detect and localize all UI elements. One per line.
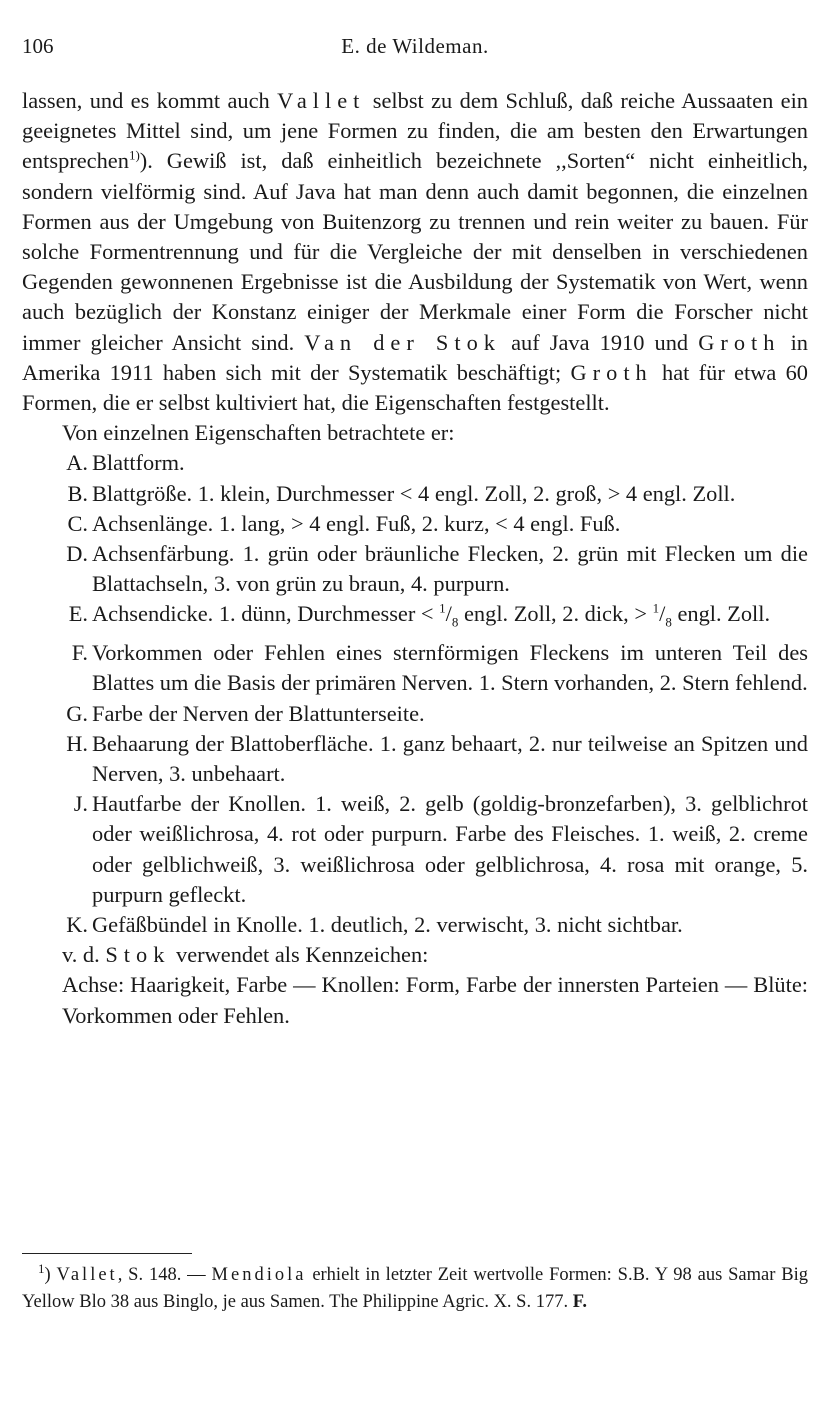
author-name: Groth (698, 329, 781, 355)
footnote-divider (22, 1253, 192, 1254)
stok-intro: v. d. Stok verwendet als Kennzeichen: (62, 942, 429, 968)
list-item: A. Blattform. (66, 450, 185, 476)
main-text (22, 86, 808, 1031)
list-item: J. Hautfarbe der Knollen. 1. weiß, 2. gelb (goldig-bronzefarben), 3. gelblichrot oder weißlichrosa, 4. rot oder purpurn. Farbe des Fleisches. 1. weiß, 2. creme oder gelblichweiß, 3. weißlichrosa oder gelblichrosa, 4. rosa mit orange, 5. purpurn gefleckt. (73, 791, 808, 907)
author-name: Vallet (277, 88, 366, 113)
page-number: 106 (22, 34, 54, 58)
author-initial: F. (572, 1291, 587, 1312)
running-title: E. de Wildeman. (341, 34, 489, 58)
list-item: F. Vorkommen oder Fehlen eines sternförmigen Fleckens im unteren Teil des Blattes um die Basis der primären Nerven. 1. Stern vorhanden, 2. Stern fehlend. (71, 640, 808, 696)
list-item: D. Achsenfärbung. 1. grün oder bräunliche Flecken, 2. grün mit Flecken um die Blattachseln, 3. von grün zu braun, 4. purpurn. (66, 541, 808, 597)
list-intro: Von einzelnen Eigenschaften betrachtete er: (62, 420, 455, 446)
footnote: $^1$) Vallet, S. 148. — Mendiola erhielt in letzter Zeit wertvolle Formen: S.B. Y 98 aus Samar Big Yellow Blo 38 aus Binglo, je aus Samen. The Philippine Agric. X. S. 177. F. (22, 1260, 808, 1312)
list-item: E. Achsendicke. 1. dünn, Durchmesser < $^1/_8$ engl. Zoll, 2. dick, > $^1/_8$ engl. Zoll. (68, 600, 771, 630)
author-name: Mendiola (211, 1265, 307, 1285)
list-item: K. Gefäßbündel in Knolle. 1. deutlich, 2. verwischt, 3. nicht sichtbar. (66, 911, 683, 937)
characteristics-list (22, 448, 808, 940)
list-item: G. Farbe der Nerven der Blattunterseite. (66, 700, 425, 726)
paragraph-1: lassen, und es kommt auch Vallet selbst zu dem Schluß, daß reiche Aussaaten ein geeignetes Mittel sind, um jene Formen zu finden, die am besten den Erwartungen entsprechen$^{1)}$). Gewiß ist, daß einheitlich bezeichnete ,,Sorten“ nicht einheitlich, sondern vielförmig sind. Auf Java hat man denn auch damit begonnen, die einzelnen Formen aus der Umgebung von Buitenzorg zu trennen und rein weiter zu bauen. Für solche Formentrennung und für die Vergleiche der mit denselben in verschiedenen Gegenden gewonnenen Ergebnisse ist die Ausbildung der Systematik von Wert, wenn auch bezüglich der Konstanz einiger der Merkmale einer Form die Forscher nicht immer gleicher Ansicht sind. Van der Stok auf Java 1910 und Groth in Amerika 1911 haben sich mit der Systematik beschäftigt; Groth hat für etwa 60 Formen, die er selbst kultiviert hat, die Eigenschaften festgestellt. (22, 88, 809, 416)
list-item: H. Behaarung der Blattoberfläche. 1. ganz behaart, 2. nur teilweise an Spitzen und Nerven, 3. unbehaart. (66, 730, 808, 786)
footnote-ref: 1) (128, 147, 140, 163)
author-name: Stok (105, 942, 171, 968)
list-item: C. Achsenlänge. 1. lang, > 4 engl. Fuß, 2. kurz, < 4 engl. Fuß. (67, 510, 621, 536)
author-name: Van der Stok (304, 329, 501, 355)
author-name: Vallet (56, 1265, 118, 1285)
author-name: Groth (570, 359, 653, 385)
stok-criteria: Achse: Haarigkeit, Farbe — Knollen: Form, Farbe der innersten Parteien — Blüte: Vorkommen oder Fehlen. (62, 972, 808, 1028)
list-item: B. Blattgröße. 1. klein, Durchmesser < 4 engl. Zoll, 2. groß, > 4 engl. Zoll. (67, 480, 736, 506)
